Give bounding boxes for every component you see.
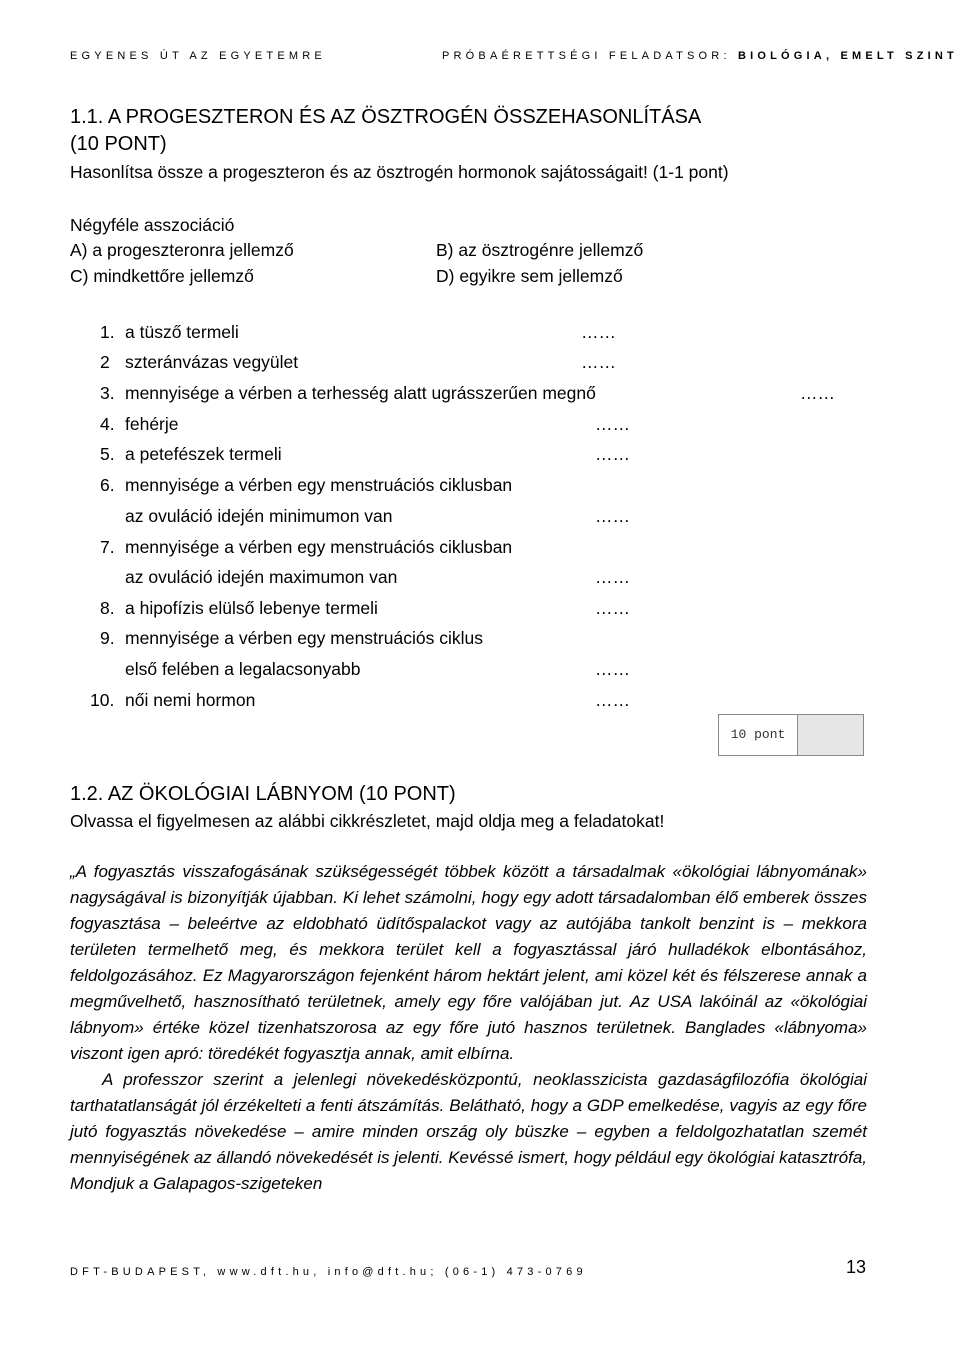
item-7-blank[interactable]: …… <box>595 567 630 587</box>
section1-instruction: Hasonlítsa össze a progeszteron és az ösztrogén hormonok sajátosságait! (1-1 pont) <box>70 162 729 182</box>
item-5-blank[interactable]: …… <box>595 444 630 464</box>
header-right <box>442 50 958 62</box>
item-2-blank[interactable]: …… <box>581 352 616 372</box>
item-9-text2: első felében a legalacsonyabb <box>125 659 361 679</box>
item-7-num: 7. <box>100 537 115 557</box>
item-9-text: mennyisége a vérben egy menstruációs ciklus <box>125 628 483 648</box>
item-10-text: női nemi hormon <box>125 690 256 710</box>
item-6-text: mennyisége a vérben egy menstruációs ciklusban <box>125 475 513 495</box>
option-a: A) a progeszteronra jellemző <box>70 240 294 260</box>
option-b: B) az ösztrogénre jellemző <box>436 240 644 260</box>
item-1-text: a tüsző termeli <box>125 322 239 342</box>
section1-title-line2: (10 PONT) <box>70 133 167 155</box>
item-9-num: 9. <box>100 628 115 648</box>
item-1-blank[interactable]: …… <box>581 322 616 342</box>
item-6-num: 6. <box>100 475 115 495</box>
item-7-text: mennyisége a vérben egy menstruációs ciklusban <box>125 537 513 557</box>
item-3-blank[interactable]: …… <box>800 383 835 403</box>
option-c: C) mindkettőre jellemző <box>70 266 254 286</box>
item-9-blank[interactable]: …… <box>595 659 630 679</box>
article-paragraph-2: A professzor szerint a jelenlegi növekedésközpontú, neoklasszicista gazdaságfilozófia ökológiai tarthatatlanságát jól érzékelteti a fenti átszámítás. Belátható, hogy a GDP emelkedése, vagyis az egy főre jutó fogyasztás növekedése – amire minden ország oly büszke – egyben a feldolgozhatatlan szemét mennyiségének az állandó növekedését is jelenti. Kevéssé ismert, hogy például egy ökológiai katasztrófa, Mondjuk a Galapagos-szigeteken <box>70 1070 867 1193</box>
option-d: D) egyikre sem jellemző <box>436 266 623 286</box>
item-4-num: 4. <box>100 414 115 434</box>
header-left: EGYENES ÚT AZ EGYETEMRE <box>70 50 326 62</box>
item-8-text: a hipofízis elülső lebenye termeli <box>125 598 378 618</box>
item-10-blank[interactable]: …… <box>595 690 630 710</box>
item-8-num: 8. <box>100 598 115 618</box>
item-6-text2: az ovuláció idején minimumon van <box>125 506 393 526</box>
item-8-blank[interactable]: …… <box>595 598 630 618</box>
article-paragraph-1: „A fogyasztás visszafogásának szükségességét többek között a társadalmak «ökológiai lábnyomának» nagyságával is bizonyítják újabban. Ki lehet számolni, hogy egy adott társadalomban élő emberek összes fogyasztása – beleértve az eldobható üdítőspalackot vagy az autójába tankolt benzint is – mekkora területen termelhető meg, és mekkora terület kell a fogyasztással járó hulladékok elbontásához, feldolgozásához. Ez Magyarországon fejenként három hektárt jelent, ami közel két és félszerese annak a megművelhető, hasznosítható területnek, amely egy főre valójában jut. Az USA lakóinál az «ökológiai lábnyom» értéke közel tizenhatszorosa az egy főre jutó hasznos területnek. Banglades «lábnyoma» viszont igen apró: töredékét fogyasztja annak, amit elbírna. <box>70 862 867 1063</box>
item-5-text: a petefészek termeli <box>125 444 282 464</box>
score-box[interactable] <box>718 714 864 756</box>
item-3-num: 3. <box>100 383 115 403</box>
header-right-prefix: PRÓBAÉRETTSÉGI FELADATSOR: <box>442 50 738 62</box>
section1-title-line1: 1.1. A PROGESZTERON ÉS AZ ÖSZTROGÉN ÖSSZEHASONLÍTÁSA <box>70 106 702 128</box>
item-2-num: 2 <box>100 352 110 372</box>
item-2-text: szteránvázas vegyület <box>125 352 299 372</box>
section2-instruction: Olvassa el figyelmesen az alábbi cikkrészletet, majd oldja meg a feladatokat! <box>70 811 665 831</box>
item-3-text: mennyisége a vérben a terhesség alatt ugrásszerűen megnő <box>125 383 596 403</box>
article-excerpt <box>70 859 867 1197</box>
section2-title: 1.2. AZ ÖKOLÓGIAI LÁBNYOM (10 PONT) <box>70 783 456 805</box>
item-10-num: 10. <box>90 690 115 710</box>
footer-contact: DFT-BUDAPEST, www.dft.hu, info@dft.hu; (06-1) 473-0769 <box>70 1266 587 1278</box>
item-6-blank[interactable]: …… <box>595 506 630 526</box>
item-1-num: 1. <box>100 322 115 342</box>
item-4-text: fehérje <box>125 414 179 434</box>
item-4-blank[interactable]: …… <box>595 414 630 434</box>
item-5-num: 5. <box>100 444 115 464</box>
assoc-title: Négyféle asszociáció <box>70 215 235 235</box>
score-label: 10 pont <box>719 715 798 755</box>
header-right-subject: BIOLÓGIA, EMELT SZINT <box>737 50 958 62</box>
page-number: 13 <box>846 1257 867 1277</box>
item-7-text2: az ovuláció idején maximumon van <box>125 567 398 587</box>
